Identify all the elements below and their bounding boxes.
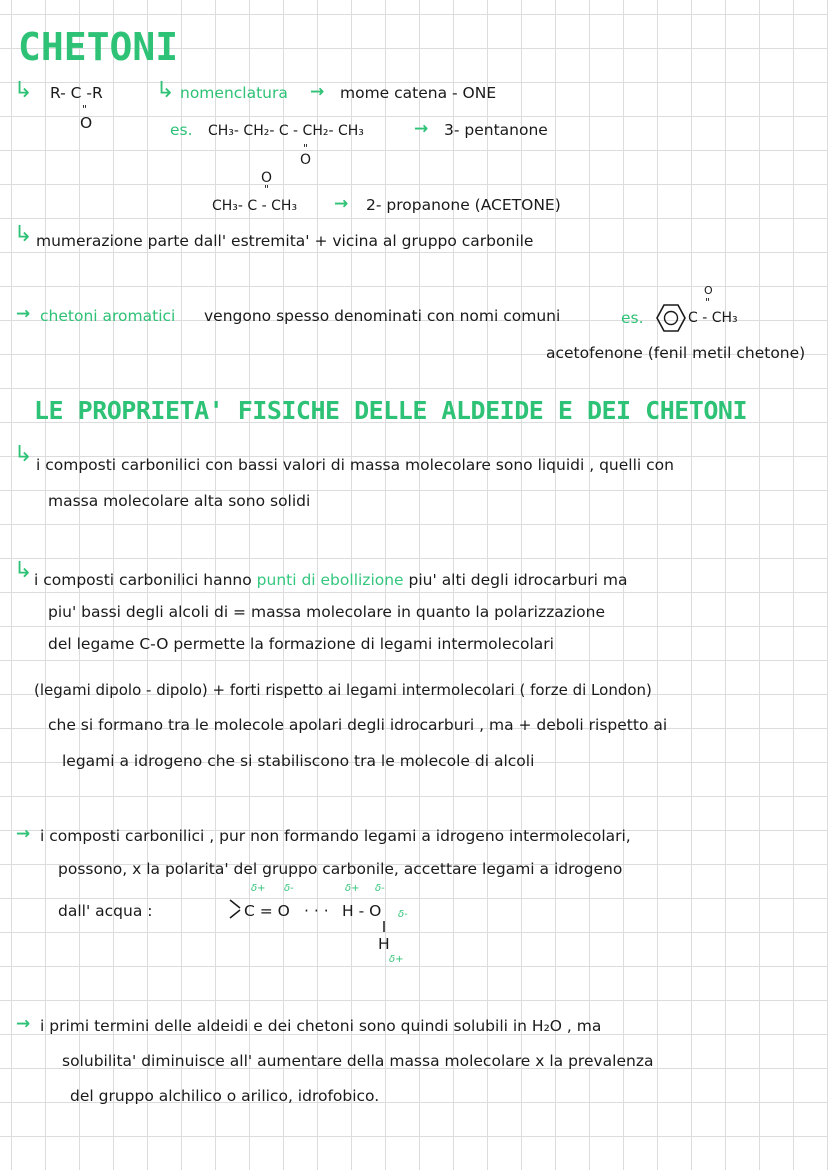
- delta-plus-label: δ+: [389, 954, 404, 965]
- double-bond-mark: ": [303, 142, 309, 155]
- oh-bond-icon: [382, 920, 386, 934]
- acetophenone-oxygen: O: [704, 284, 713, 297]
- delta-minus-label: δ-: [375, 883, 385, 894]
- paragraph-line: i primi termini delle aldeidi e dei chetoni sono quindi solubili in H₂O , ma: [40, 1017, 602, 1035]
- delta-plus-label: δ+: [345, 883, 360, 894]
- delta-minus-label: δ-: [284, 883, 294, 894]
- paragraph-line-start: [34, 573, 627, 589]
- acetophenone-name: acetofenone (fenil metil chetone): [546, 344, 806, 362]
- paragraph-line: (legami dipolo - dipolo) + forti rispetto ai legami intermolecolari ( forze di London): [34, 681, 652, 699]
- example2-oxygen: O: [261, 170, 273, 186]
- hook-arrow-icon: ↳: [14, 558, 33, 583]
- right-arrow-icon: →: [310, 82, 325, 102]
- example2-name: 2- propanone (ACETONE): [366, 196, 561, 214]
- example1-oxygen: O: [300, 152, 312, 168]
- example2-formula: CH₃- C - CH₃: [212, 198, 298, 214]
- paragraph-line: solubilita' diminuisce all' aumentare della massa molecolare x la prevalenza: [62, 1052, 654, 1070]
- example1-name: 3- pentanone: [444, 121, 548, 139]
- paragraph-text: piu' alti degli idrocarburi ma: [408, 571, 628, 589]
- delta-minus-label: δ-: [398, 909, 408, 920]
- boiling-points-highlight: punti di ebollizione: [256, 571, 404, 589]
- carbonyl-oxygen: O: [80, 114, 93, 132]
- nomenclature-rule: mome catena - ONE: [340, 84, 497, 102]
- water-molecule: H - O: [342, 902, 382, 920]
- paragraph-line: del legame C-O permette la formazione di legami intermolecolari: [48, 635, 554, 653]
- double-bond-mark: ": [264, 183, 270, 196]
- paragraph-line: che si formano tra le molecole apolari degli idrocarburi , ma + deboli rispetto ai: [48, 716, 668, 734]
- carbonyl-group: C = O: [244, 902, 290, 920]
- right-arrow-icon: →: [16, 304, 31, 324]
- right-arrow-icon: →: [16, 824, 31, 844]
- paragraph-line: possono, x la polarita' del gruppo carbonile, accettare legami a idrogeno: [58, 860, 623, 878]
- paragraph-line: i composti carbonilici , pur non formando legami a idrogeno intermolecolari,: [40, 827, 631, 845]
- hook-arrow-icon: ↳: [14, 222, 33, 247]
- hook-arrow-icon: ↳: [14, 442, 33, 467]
- right-arrow-icon: →: [414, 119, 429, 139]
- aromatic-ketones-highlight: chetoni aromatici: [40, 307, 176, 325]
- numbering-rule: mumerazione parte dall' estremita' + vicina al gruppo carbonile: [36, 232, 534, 250]
- aromatic-ketones-text: vengono spesso denominati con nomi comuni: [204, 307, 561, 325]
- benzene-ring-icon: [656, 303, 686, 333]
- example-label: es.: [170, 121, 193, 139]
- page-title: CHETONI: [18, 25, 179, 69]
- paragraph-line: massa molecolare alta sono solidi: [48, 492, 311, 510]
- example1-formula: CH₃- CH₂- C - CH₂- CH₃: [208, 123, 364, 139]
- hydrogen-bond-dots: · · ·: [304, 902, 329, 920]
- hook-arrow-icon: ↳: [156, 78, 175, 103]
- acetophenone-formula-tail: C - CH₃: [688, 310, 738, 326]
- paragraph-text: i composti carbonilici hanno: [34, 571, 252, 589]
- delta-plus-label: δ+: [251, 883, 266, 894]
- hook-arrow-icon: ↳: [14, 78, 33, 103]
- double-bond-mark: ": [705, 296, 711, 309]
- example-label: es.: [621, 309, 644, 327]
- general-formula: R- C -R: [50, 84, 103, 102]
- nomenclature-label: nomenclatura: [180, 84, 288, 102]
- paragraph-line: dall' acqua :: [58, 902, 153, 920]
- right-arrow-icon: →: [16, 1014, 31, 1034]
- paragraph-line: legami a idrogeno che si stabiliscono tra le molecole di alcoli: [62, 752, 535, 770]
- right-arrow-icon: →: [334, 194, 349, 214]
- section-title: LE PROPRIETA' FISICHE DELLE ALDEIDE E DEI CHETONI: [34, 396, 748, 425]
- double-bond-mark: ": [82, 103, 88, 116]
- paragraph-line: piu' bassi degli alcoli di = massa molecolare in quanto la polarizzazione: [48, 603, 605, 621]
- paragraph-line: del gruppo alchilico o arilico, idrofobico.: [70, 1087, 380, 1105]
- paragraph-line: i composti carbonilici con bassi valori di massa molecolare sono liquidi , quelli con: [36, 456, 674, 474]
- carbon-bonds-icon: [228, 896, 244, 922]
- water-hydrogen: H: [378, 935, 390, 953]
